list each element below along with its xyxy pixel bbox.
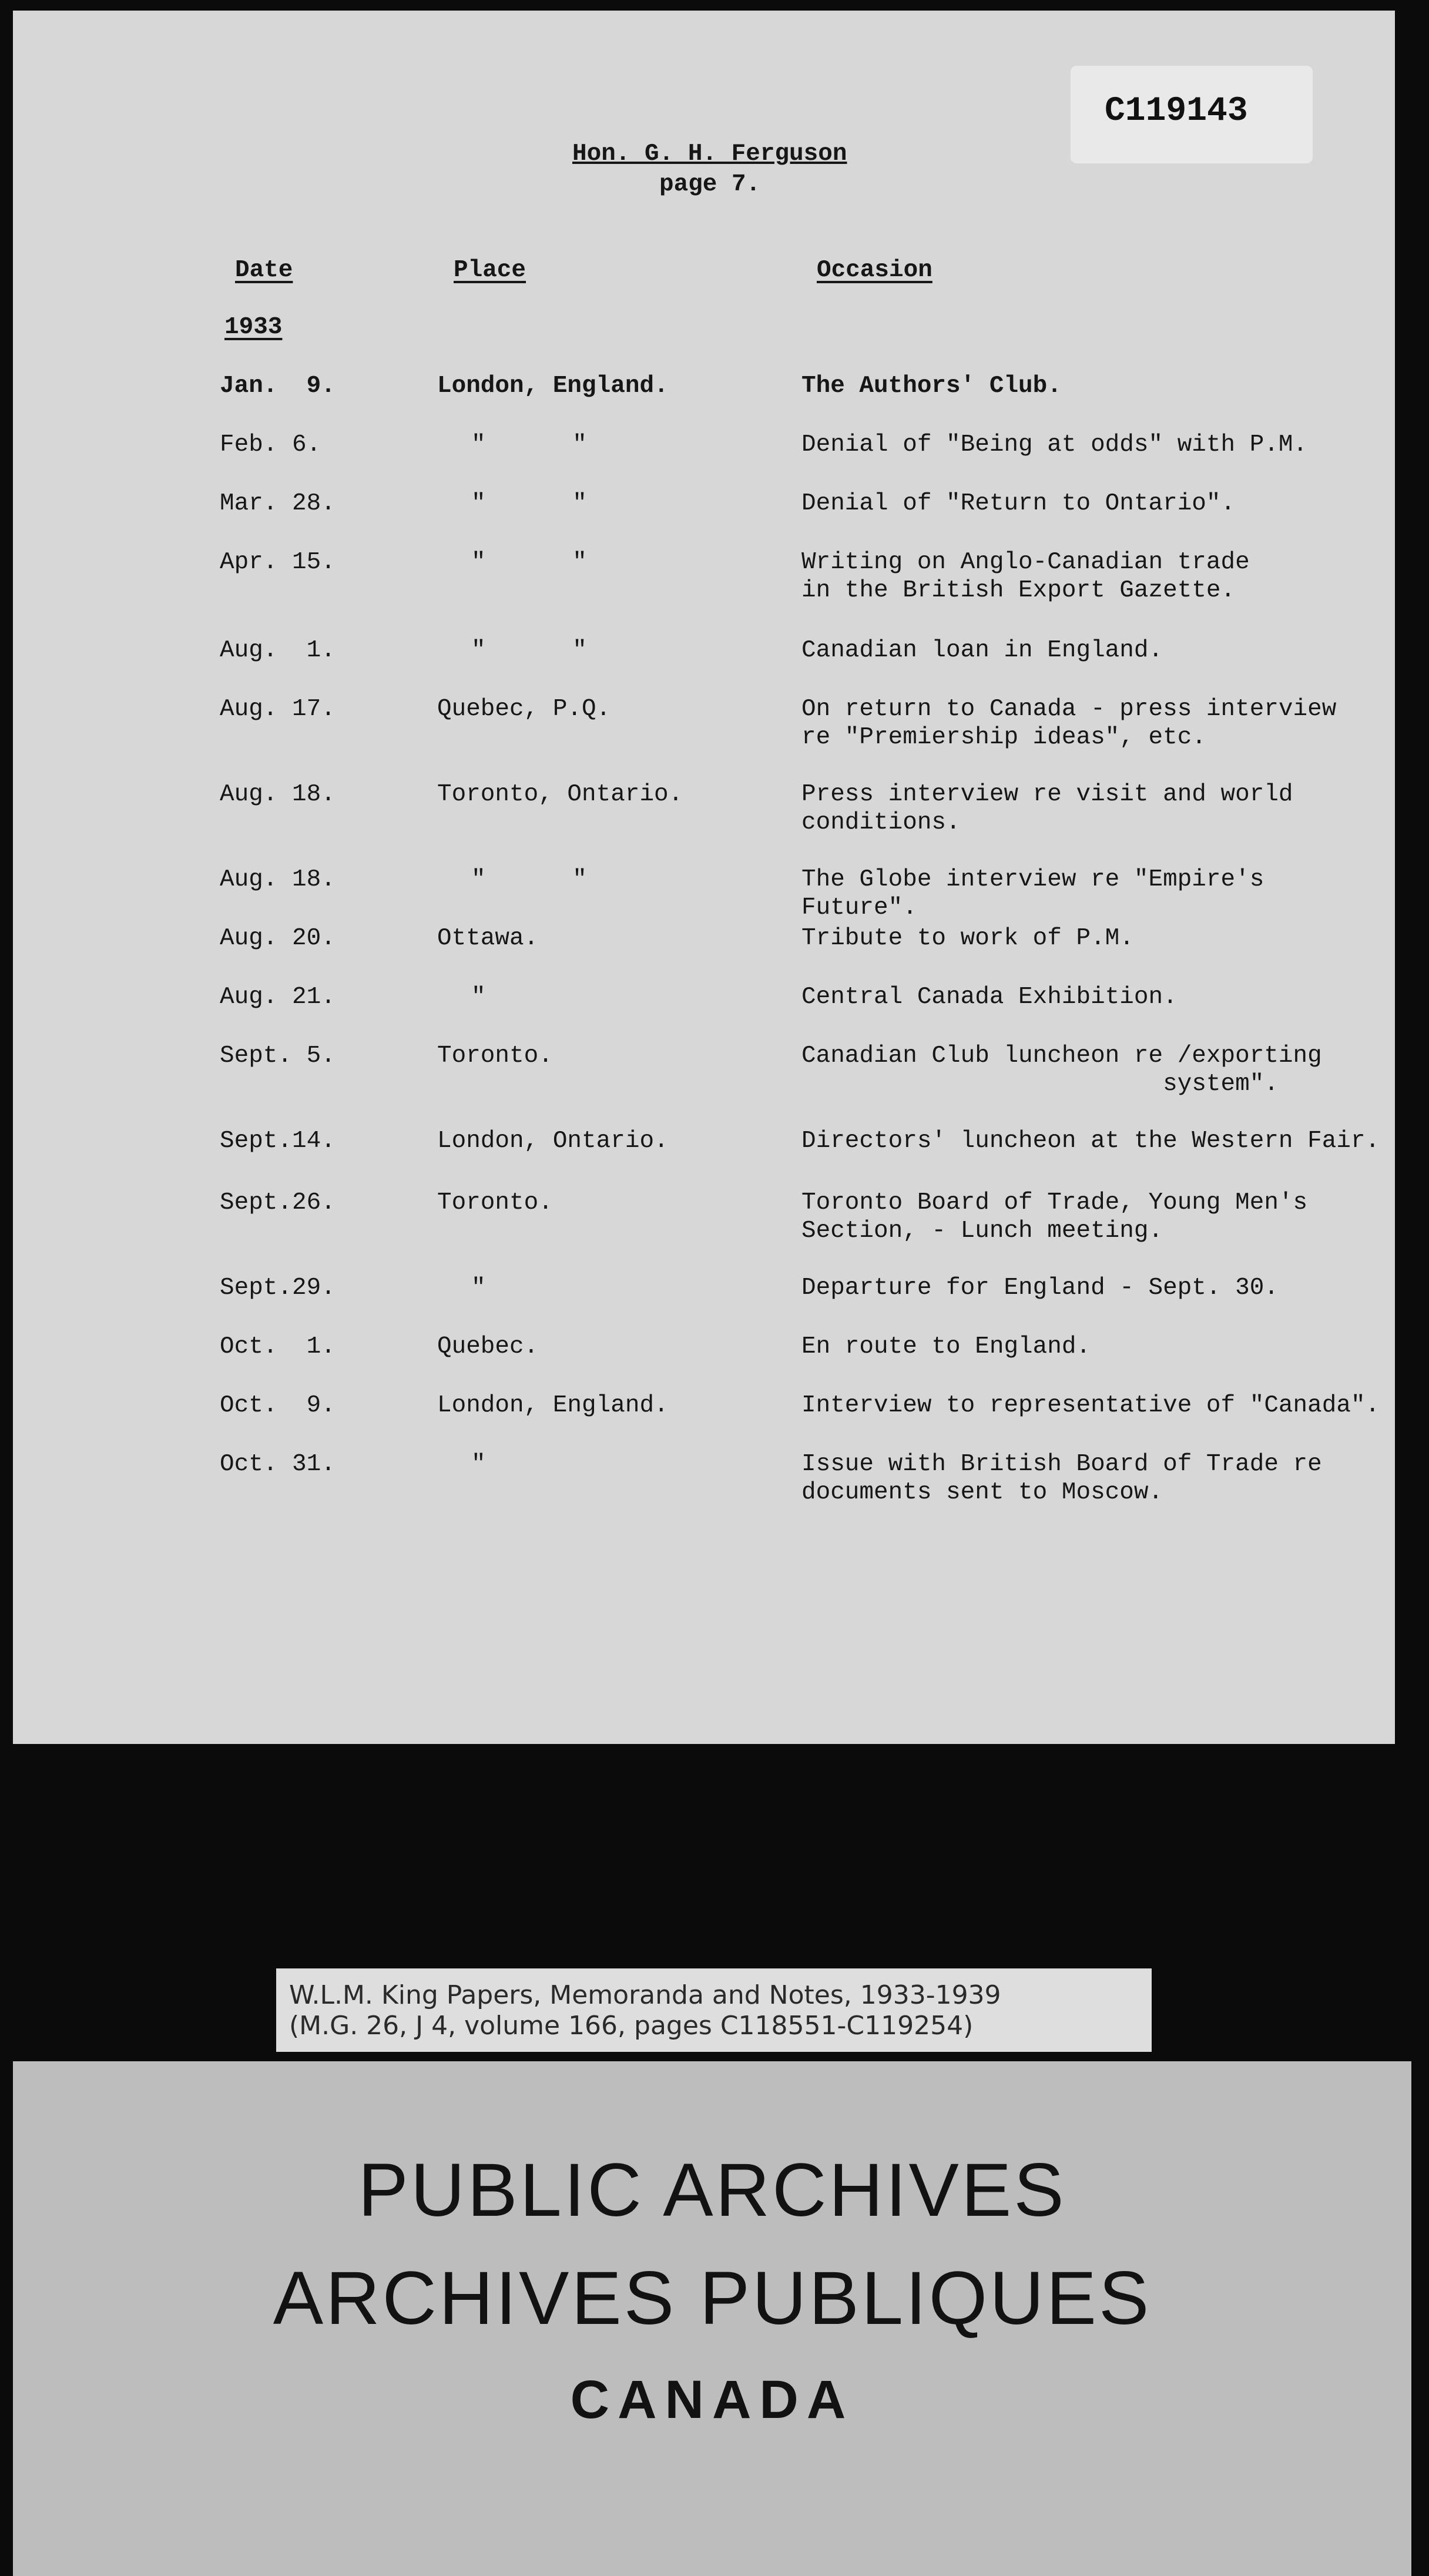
entry-date: Aug. 18. — [220, 866, 336, 893]
page-title: Hon. G. H. Ferguson — [572, 140, 847, 167]
entry-occasion: Interview to representative of "Canada". — [801, 1392, 1380, 1419]
entry-place: " " — [471, 549, 587, 576]
entry-occasion: The Globe interview re "Empire's Future". — [801, 866, 1279, 921]
entry-occasion: Directors' luncheon at the Western Fair. — [801, 1128, 1380, 1155]
archives-country: CANADA — [570, 2370, 854, 2430]
table-row — [13, 780, 1395, 851]
entry-occasion: Departure for England - Sept. 30. — [801, 1274, 1279, 1302]
entry-date: Oct. 9. — [220, 1392, 336, 1419]
entry-date: Sept.14. — [220, 1128, 336, 1155]
entry-place: Toronto. — [437, 1189, 553, 1216]
entry-occasion: Tribute to work of P.M. — [801, 925, 1134, 952]
table-row — [13, 1189, 1395, 1259]
entry-date: Aug. 17. — [220, 696, 336, 723]
entry-place: Toronto. — [437, 1042, 553, 1069]
entry-place: Quebec. — [437, 1333, 539, 1360]
entry-date: Feb. 6. — [220, 431, 321, 458]
entry-date: Apr. 15. — [220, 549, 336, 576]
microfilm-stamp — [1071, 66, 1313, 163]
entry-place: " — [471, 1274, 486, 1302]
column-header-date: Date — [235, 257, 293, 284]
entry-date: Aug. 18. — [220, 781, 336, 808]
table-row — [13, 548, 1395, 619]
catalog-label — [276, 1968, 1152, 2052]
entry-date: Sept. 5. — [220, 1042, 336, 1069]
entry-place: Ottawa. — [437, 925, 539, 952]
entry-date: Oct. 31. — [220, 1451, 336, 1478]
entry-occasion: En route to England. — [801, 1333, 1091, 1360]
table-row — [13, 695, 1395, 766]
entry-place: Toronto, Ontario. — [437, 781, 683, 808]
entry-place: " " — [471, 637, 587, 664]
entry-occasion: Press interview re visit and world conditions. — [801, 781, 1293, 836]
entry-place: " — [471, 984, 486, 1011]
entry-date: Oct. 1. — [220, 1333, 336, 1360]
entry-place: " — [471, 1451, 486, 1478]
memo-page — [13, 11, 1395, 1744]
catalog-label-line: W.L.M. King Papers, Memoranda and Notes, 1933-1939 — [289, 1980, 1001, 2010]
archives-title-en: PUBLIC ARCHIVES — [358, 2148, 1066, 2232]
entry-place: " " — [471, 431, 587, 458]
table-row — [13, 1450, 1395, 1521]
year-heading: 1933 — [224, 314, 283, 341]
entry-date: Aug. 21. — [220, 984, 336, 1011]
entry-date: Aug. 20. — [220, 925, 336, 952]
entry-occasion: Denial of "Being at odds" with P.M. — [801, 431, 1308, 458]
entry-occasion: Central Canada Exhibition. — [801, 984, 1178, 1011]
entry-occasion: Toronto Board of Trade, Young Men's Section, - Lunch meeting. — [801, 1189, 1308, 1245]
entry-date: Sept.26. — [220, 1189, 336, 1216]
column-header-occasion: Occasion — [817, 257, 932, 284]
archives-card — [13, 2061, 1411, 2576]
entry-occasion: Writing on Anglo-Canadian trade in the British Export Gazette. — [801, 549, 1250, 604]
stamp-code: C119143 — [1105, 92, 1248, 130]
entry-date: Sept.29. — [220, 1274, 336, 1302]
entry-place: " " — [471, 490, 587, 517]
entry-place: London, England. — [437, 1392, 669, 1419]
entry-place: Quebec, P.Q. — [437, 696, 611, 723]
entry-occasion: Canadian Club luncheon re /exporting system". — [801, 1042, 1322, 1098]
catalog-label-line: (M.G. 26, J 4, volume 166, pages C118551-C119254) — [289, 2011, 974, 2041]
archives-title-fr: ARCHIVES PUBLIQUES — [273, 2256, 1152, 2340]
entry-date: Mar. 28. — [220, 490, 336, 517]
page-number: page 7. — [659, 171, 761, 198]
entry-occasion: Issue with British Board of Trade re documents sent to Moscow. — [801, 1451, 1322, 1506]
entry-occasion: On return to Canada - press interview re "Premiership ideas", etc. — [801, 696, 1337, 751]
table-row — [13, 1042, 1395, 1112]
entry-date: Jan. 9. — [220, 373, 336, 400]
entry-date: Aug. 1. — [220, 637, 336, 664]
entry-occasion: The Authors' Club. — [801, 373, 1062, 400]
column-header-place: Place — [454, 257, 526, 284]
entry-place: London, Ontario. — [437, 1128, 669, 1155]
entry-occasion: Canadian loan in England. — [801, 637, 1163, 664]
entry-place: London, England. — [437, 373, 669, 400]
table-row — [13, 1127, 1395, 1198]
entry-occasion: Denial of "Return to Ontario". — [801, 490, 1236, 517]
entry-place: " " — [471, 866, 587, 893]
